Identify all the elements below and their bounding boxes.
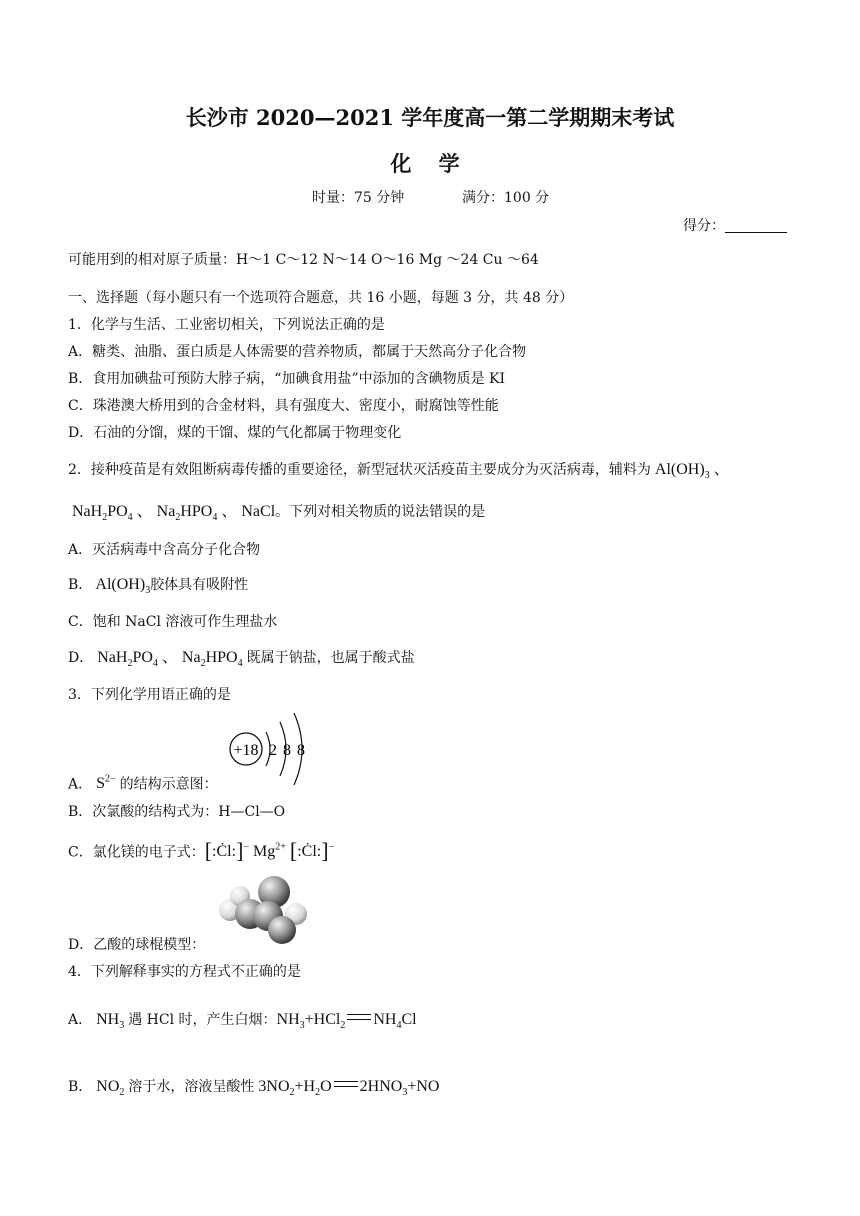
q1-stem: 1．化学与生活、工业密切相关，下列说法正确的是 <box>68 317 385 333</box>
q4-option-a <box>68 1010 417 1036</box>
formula-aloh3: $Al(OH)_3$ 、 <box>650 461 730 482</box>
q3-option-b: B．次氯酸的结构式为：H—Cl—O <box>68 804 286 820</box>
option-label: A． <box>68 1012 93 1028</box>
option-text: 胶体具有吸附性 <box>150 577 249 593</box>
option-label: D． <box>68 650 94 666</box>
sulfide-ion-structure-diagram <box>222 710 322 792</box>
q2-stem-tail: 。下列对相关物质的说法错误的是 <box>275 504 486 520</box>
q2-option-a: A．灭活病毒中含高分子化合物 <box>68 542 261 558</box>
q3-stem: 3．下列化学用语正确的是 <box>68 687 231 703</box>
q1-option-b: B．食用加碘盐可预防大脖子病，“加碘食用盐”中添加的含碘物质是 KI <box>68 371 506 387</box>
atom-structure-icon <box>222 710 322 792</box>
acetic-acid-model-image <box>216 874 312 946</box>
shell-2-electrons: 8 <box>283 742 291 759</box>
option-text: 溶于水，溶液呈酸性 <box>128 1079 255 1095</box>
mgcl2-electron-formula: [:Ċl:]− $Mg^{2+}$ [:Ċl:]− <box>204 838 335 864</box>
exam-time: 时量：75 分钟 <box>312 190 405 206</box>
formula-nh3: $NH_3$ <box>92 1011 125 1032</box>
q4-option-b <box>68 1077 439 1103</box>
q4-stem: 4．下列解释事实的方程式不正确的是 <box>68 964 301 980</box>
exam-title: 长沙市 2020—2021 学年度高一第二学期期末考试 <box>185 105 675 130</box>
q3-option-c <box>68 838 334 862</box>
q1-option-a: A．糖类、油脂、蛋白质是人体需要的营养物质，都属于天然高分子化合物 <box>68 344 527 360</box>
ball-model-icon <box>216 874 312 946</box>
atomic-masses: 可能用到的相对原子质量：H～1 C～12 N～14 O～16 Mg ～24 Cu ～64 <box>68 252 539 268</box>
q1-option-d: D．石油的分馏，煤的干馏、煤的气化都属于物理变化 <box>68 425 402 441</box>
score-label: 得分： <box>683 218 725 234</box>
formula-excipients: $NaH_2PO_4$ 、 $Na_2HPO_4$ 、 NaCl <box>72 503 276 524</box>
q2-option-c: C．饱和 NaCl 溶液可作生理盐水 <box>68 614 278 630</box>
formula-phosphates: $NaH_2PO_4$ 、 $Na_2HPO_4$ <box>93 649 243 670</box>
option-label: B． <box>68 577 93 593</box>
option-label: B． <box>68 1079 93 1095</box>
q1-option-c: C．珠港澳大桥用到的合金材料，具有强度大、密度小，耐腐蚀等性能 <box>68 398 499 414</box>
formula-no2: $NO_2$ <box>92 1078 125 1099</box>
formula-aloh3: $Al(OH)_3$ <box>92 576 151 597</box>
section-1-heading: 一、选择题（每小题只有一个选项符合题意，共 16 小题，每题 3 分，共 48 分） <box>68 290 574 306</box>
nucleus-charge: +18 <box>233 742 259 759</box>
equation-b: $3NO_2+H_2O$ $2HNO_3+NO$ <box>254 1078 440 1099</box>
formula-s2minus: $S^{2-}$ <box>92 774 116 793</box>
subject-title: 化 学 <box>390 151 470 176</box>
q3-option-d: D．乙酸的球棍模型： <box>68 937 206 953</box>
option-label: A． <box>68 776 93 793</box>
option-text: 既属于钠盐，也属于酸式盐 <box>246 650 415 666</box>
q2-stem-text: 2．接种疫苗是有效阻断病毒传播的重要途径，新型冠状灭活疫苗主要成分为灭活病毒，辅料为 <box>68 462 651 478</box>
option-text: 的结构示意图： <box>119 776 218 793</box>
shell-3-electrons: 8 <box>297 742 305 759</box>
equation-a: $NH_3+HCl_2$ $NH_4Cl$ <box>276 1011 417 1032</box>
full-score: 满分：100 分 <box>462 190 550 206</box>
option-text: 遇 HCl 时，产生白烟： <box>128 1012 277 1028</box>
q2-stem-line2 <box>72 502 485 528</box>
score-field <box>683 215 787 235</box>
q3-option-a <box>68 770 218 794</box>
q2-option-d <box>68 648 415 674</box>
q2-option-b <box>68 575 248 601</box>
score-blank <box>725 218 787 233</box>
shell-1-electrons: 2 <box>269 742 277 759</box>
option-label: C．氯化镁的电子式： <box>68 844 205 861</box>
q2-stem-line1 <box>68 460 730 486</box>
